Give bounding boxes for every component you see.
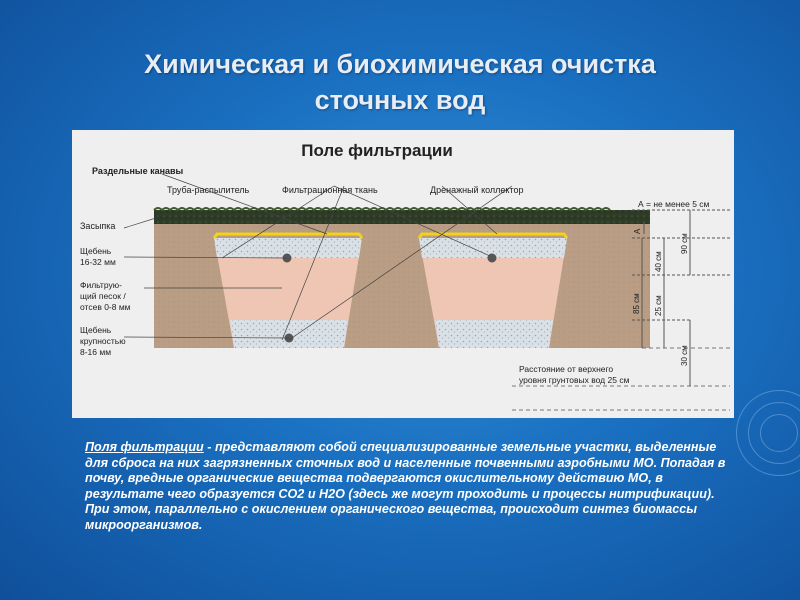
label-separate-ditches: Раздельные канавы	[92, 166, 184, 176]
label-gravel-bottom-1: Щебень	[80, 325, 112, 335]
distributor-pipe-right	[488, 254, 497, 263]
label-gravel-top-1: Щебень	[80, 246, 112, 256]
label-filter-fabric: Фильтрационная ткань	[282, 185, 378, 195]
topsoil-layer	[154, 210, 650, 224]
label-distributor-pipe: Труба-распылитель	[167, 185, 250, 195]
ripple-decoration	[736, 390, 800, 476]
dim-30: 30 см	[680, 345, 689, 366]
dim-a: А	[633, 228, 642, 234]
label-groundwater-1: Расстояние от верхнего	[519, 364, 614, 374]
dim-90: 90 см	[680, 233, 689, 254]
dim-40: 40 см	[654, 251, 663, 272]
slide-caption	[63, 440, 733, 534]
caption-term: Поля фильтрации	[85, 440, 204, 454]
label-gravel-top-2: 16-32 мм	[80, 257, 116, 267]
dim-25: 25 см	[654, 295, 663, 316]
label-sand-2: щий песок /	[80, 291, 126, 301]
slide-title	[0, 46, 800, 118]
label-groundwater-2: уровня грунтовых вод 25 см	[519, 375, 630, 385]
filtration-field-diagram	[72, 130, 734, 418]
diagram-svg	[72, 130, 734, 418]
label-gravel-bottom-3: 8-16 мм	[80, 347, 112, 357]
label-a-note: А = не менее 5 см	[638, 199, 710, 209]
diagram-heading: Поле фильтрации	[301, 141, 453, 160]
label-sand-1: Фильтрую-	[80, 280, 122, 290]
caption-text: - представляют собой специализированные земельные участки, выделенные для сброса на них загрязненных сточных вод и населенные почвенными аэробными МО. Попадая в почву, вредные органические вещества подвергаются окислительному действию МО, в результате чего образуется СО2 и Н2О (здесь же могут проходить и процессы нитрификации). При этом, параллельно с окислением органического вещества, происходит синтез биомассы микроорганизмов.	[85, 440, 726, 532]
slide-title-line1: Химическая и биохимическая очистка	[144, 49, 656, 79]
trench-right	[419, 234, 567, 348]
trench-left	[214, 234, 362, 348]
grass-edge	[154, 208, 610, 210]
label-gravel-bottom-2: крупностью	[80, 336, 126, 346]
caption-paragraph	[85, 440, 733, 534]
label-backfill: Засыпка	[80, 221, 116, 231]
dim-85: 85 см	[632, 293, 641, 314]
label-sand-3: отсев 0-8 мм	[80, 302, 131, 312]
label-drain-collector: Дренажный коллектор	[430, 185, 524, 195]
slide-title-line2: сточных вод	[314, 85, 486, 115]
